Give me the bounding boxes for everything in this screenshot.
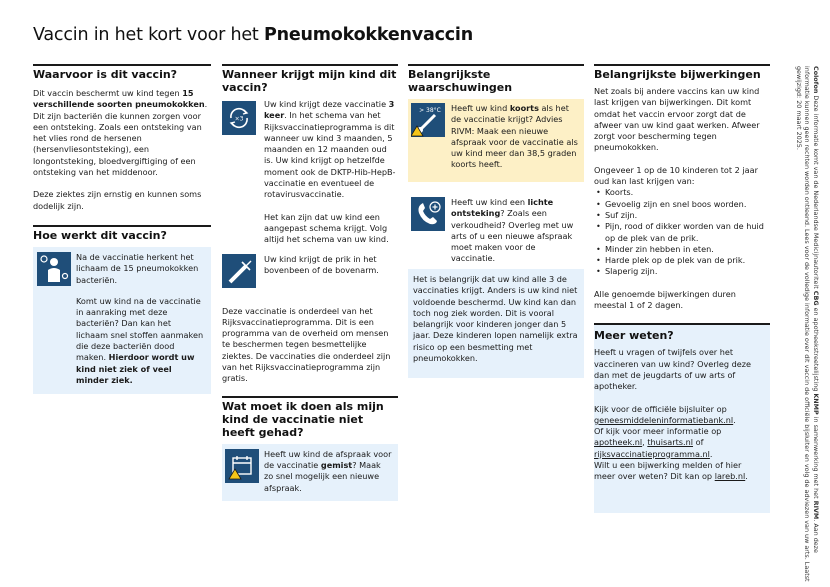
text-vragen: Heeft u vragen of twijfels over het vaccineren van uw kind? Overleg deze dan met de jeugdarts of uw arts of apotheker. — [594, 347, 752, 392]
warning-box-koorts — [408, 99, 584, 182]
text-bijwerkingen-duur: Alle genoemde bijwerkingen duren meestal 1 of 2 dagen. — [594, 288, 736, 311]
colophon: Colofon Deze informatie komt van de Nederlandse Medicijnautoriteit CBG en apotheekstreetelijsting KNMP in samenwerking met het RIVM. Aan deze informatie kunnen geen rechten worden ontleend. Lees voor de volledige informatie over dit vaccin de officiële bijsluiter en volg de adviezen van uw arts. Laatst gewijzigd: 20 maart 2025. — [794, 66, 820, 582]
heading-waarschuwingen: Belangrijkste waarschuwingen — [408, 68, 513, 94]
text-werking-1: Na de vaccinatie herkent het lichaam de 15 pneumokokken bacteriën. — [76, 251, 199, 285]
text-prik-plek: Uw kind krijgt de prik in het bovenbeen of de bovenarm. — [264, 253, 379, 275]
list-item: • Pijn, rood of dikker worden van de huid op de plek van de prik. — [594, 221, 770, 244]
text-bijwerkingen-intro: Net zoals bij andere vaccins kan uw kind last krijgen van bijwerkingen. Dit komt omdat het vaccin ervoor zorgt dat de afweer van uw kind gaat werken. Afweer zorgt voor bescherming tegen pneumokokken. — [594, 86, 760, 153]
svg-text:×3: ×3 — [234, 115, 244, 123]
side-effects-list — [594, 187, 770, 277]
text-gemist: Heeft uw kind de afspraak voor de vaccinatie gemist? Maak zo snel mogelijk een nieuwe afspraak. — [264, 448, 392, 493]
heading-wanneer: Wanneer krijgt mijn kind dit vaccin? — [222, 68, 397, 94]
link-rijksvaccinatieprogramma[interactable]: rijksvaccinatieprogramma.nl — [594, 448, 710, 459]
heading-meer-weten: Meer weten? — [594, 329, 674, 343]
text-bijsluiter: Kijk voor de officiële bijsluiter op geneesmiddeleninformatiebank.nl. Of kijk voor meer informatie op apotheek.nl, thuisarts.nl of rijksvaccinatieprogramma.nl. Wilt u een bijwerking melden of hier meer over weten? Dit kan op lareb.nl. — [594, 403, 748, 482]
info-box-gemist — [222, 444, 398, 501]
list-item: • Harde plek op de plek van de prik. — [594, 255, 770, 266]
text-aangepast: Het kan zijn dat uw kind een aangepast schema krijgt. Volg altijd het schema van uw kind. — [264, 211, 389, 245]
list-item: • Gevoelig zijn en snel boos worden. — [594, 199, 770, 210]
calendar-warning-icon — [225, 449, 259, 483]
thermo-label: > 38°C — [419, 107, 441, 114]
list-item: • Slaperig zijn. — [594, 266, 770, 277]
text-rvp: Deze vaccinatie is onderdeel van het Rijksvaccinatieprogramma. Dit is een programma van de overheid om mensen te beschermen tegen besmettelijke ziektes. De vaccinaties die onderdeel zijn van het Rijksvaccinatieprogramma zijn gratis. — [222, 305, 391, 384]
text-koorts: Heeft uw kind koorts als het de vaccinatie krijgt? Advies RIVM: Maak een nieuwe afspraak voor de vaccinatie als uw kind meer dan 38,5 graden koorts heeft. — [451, 103, 578, 170]
thermometer-icon — [411, 103, 445, 137]
repeat-3x-icon — [222, 101, 256, 135]
link-lareb[interactable]: lareb.nl — [714, 471, 746, 482]
link-apotheek[interactable]: apotheek.nl — [594, 437, 643, 448]
warning-box-ontsteking — [408, 192, 584, 265]
text-bijwerkingen-kans: Ongeveer 1 op de 10 kinderen tot 2 jaar oud kan last krijgen van: — [594, 164, 758, 187]
phone-consult-icon — [411, 197, 445, 231]
link-geneesmiddeleninformatiebank[interactable]: geneesmiddeleninformatiebank.nl — [594, 414, 734, 425]
info-box-werking — [33, 247, 211, 394]
info-box-meer-weten — [594, 325, 770, 513]
list-item: • Suf zijn. — [594, 210, 770, 221]
column-1 — [33, 64, 211, 394]
heading-bijwerkingen: Belangrijkste bijwerkingen — [594, 68, 761, 81]
heading-gemist: Wat moet ik doen als mijn kind de vaccinatie niet heeft gehad? — [222, 399, 384, 439]
list-item: • Minder zin hebben in eten. — [594, 244, 770, 255]
info-box-alle-vaccinaties — [408, 269, 584, 378]
text-ontsteking: Heeft uw kind een lichte ontsteking? Zoals een verkoudheid? Overleg met uw arts of u een nieuwe afspraak moet maken voor de vaccinatie. — [451, 197, 574, 264]
text-werking-2: Komt uw kind na de vaccinatie in aanraking met deze bacteriën? Dan kan het lichaam snel stoffen aanmaken die deze bacteriën dood maken. Hierdoor wordt uw kind niet ziek of veel minder ziek. — [76, 295, 204, 385]
body-defense-icon — [37, 252, 71, 286]
link-thuisarts[interactable]: thuisarts.nl — [647, 437, 694, 448]
page-title: Vaccin in het kort voor het Pneumokokkenvaccin — [33, 25, 473, 45]
list-item: • Koorts. — [594, 187, 770, 198]
text-waarvoor: Dit vaccin beschermt uw kind tegen 15 verschillende soorten pneumokokken. Dit zijn bacteriën die kunnen zorgen voor een ontsteking. Zoals een ontsteking van het vlies rond de hersenen (hersenvliesontsteking), een longontsteking, bloedvergiftiging of een ontsteking van het middenoor. — [33, 88, 208, 178]
column-3 — [408, 64, 584, 378]
text-schema: Uw kind krijgt deze vaccinatie 3 keer. In het schema van het Rijksvaccinatieprogramma is dit wanneer uw kind 3 maanden, 5 maanden en 12 maanden oud is. Uw kind krijgt op hetzelfde moment ook de DKTP-Hib-HepB-vaccinatie en eventueel de rotavirusvaccinatie. — [264, 99, 396, 200]
text-alle-vaccinaties: Het is belangrijk dat uw kind alle 3 de vaccinaties krijgt. Anders is uw kind niet voldoende beschermd. Uw kind kan dan toch nog ziek worden. Dit is vooral belangrijk voor kinderen jonger dan 5 jaar. Deze kinderen lopen namelijk extra risico op een besmetting met pneumokokken. — [413, 274, 578, 364]
heading-hoe-werkt: Hoe werkt dit vaccin? — [33, 228, 167, 242]
text-ernstig: Deze ziektes zijn ernstig en kunnen soms dodelijk zijn. — [33, 189, 202, 211]
heading-waarvoor: Waarvoor is dit vaccin? — [33, 68, 178, 81]
injection-block — [222, 254, 398, 300]
schema-block — [222, 99, 398, 246]
syringe-icon — [222, 254, 256, 288]
column-2 — [222, 64, 398, 501]
column-4 — [594, 64, 770, 513]
